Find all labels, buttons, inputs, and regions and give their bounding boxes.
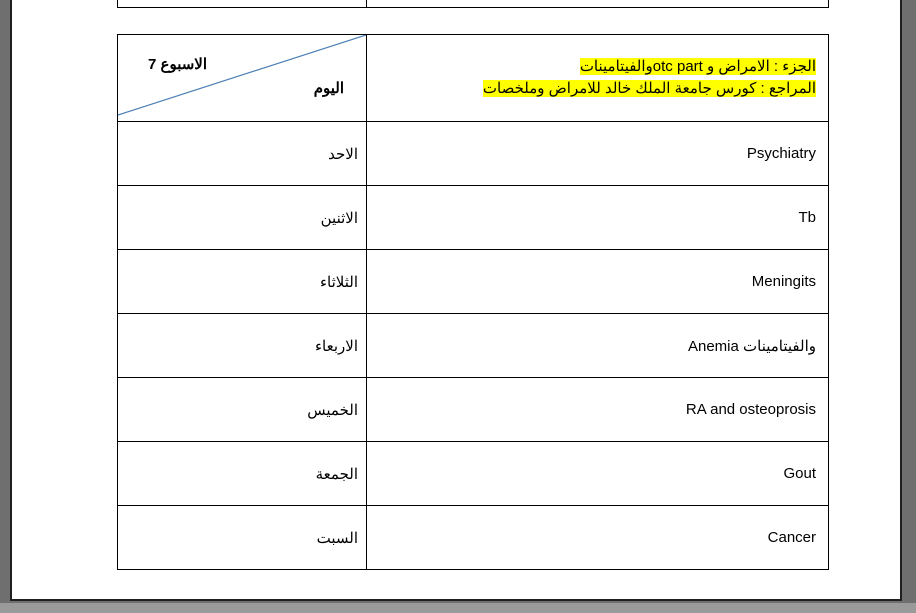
table-row <box>118 186 829 250</box>
week-7-schedule-table <box>117 34 829 570</box>
day-cell: الاحد <box>118 122 367 186</box>
subject-cell <box>367 314 829 378</box>
subject-text: Tb <box>798 209 816 226</box>
table-row <box>118 442 829 506</box>
part-line: الجزء : الامراض و otc partوالفيتامينات <box>579 58 816 75</box>
table-header-row <box>118 35 829 122</box>
day-cell: الاربعاء <box>118 314 367 378</box>
day-cell: الثلاثاء <box>118 250 367 314</box>
subject-cell <box>367 186 829 250</box>
subject-cell <box>367 378 829 442</box>
day-cell: الجمعة <box>118 442 367 506</box>
diagonal-divider <box>118 35 366 121</box>
day-cell: السبت <box>118 506 367 570</box>
subject-text: Gout <box>783 465 816 482</box>
references-line: المراجع : كورس جامعة الملك خالد للامراض وملخصات <box>482 80 816 97</box>
subject-text: RA and osteoprosis <box>685 401 816 418</box>
page-bottom-edge <box>0 603 916 613</box>
table-row <box>118 122 829 186</box>
day-cell: الاثنين <box>118 186 367 250</box>
table-row <box>118 378 829 442</box>
previous-day-cell <box>118 0 367 8</box>
day-cell: الخميس <box>118 378 367 442</box>
subject-text: Anemia والفيتامينات <box>687 337 816 355</box>
document-page <box>10 0 902 601</box>
previous-week-table-end <box>117 0 829 8</box>
subject-text: Meningits <box>751 273 816 290</box>
subject-cell <box>367 506 829 570</box>
day-column-label: اليوم <box>313 80 344 97</box>
table-row <box>118 314 829 378</box>
subject-cell <box>367 250 829 314</box>
subject-text: Psychiatry <box>746 145 816 162</box>
table-row <box>118 250 829 314</box>
header-subject-cell <box>367 35 829 122</box>
week-label: الاسبوع 7 <box>148 56 208 73</box>
subject-text: Cancer <box>767 529 816 546</box>
header-day-cell <box>118 35 367 122</box>
previous-subject-cell <box>367 0 829 8</box>
subject-cell <box>367 122 829 186</box>
table-row <box>118 506 829 570</box>
subject-cell <box>367 442 829 506</box>
